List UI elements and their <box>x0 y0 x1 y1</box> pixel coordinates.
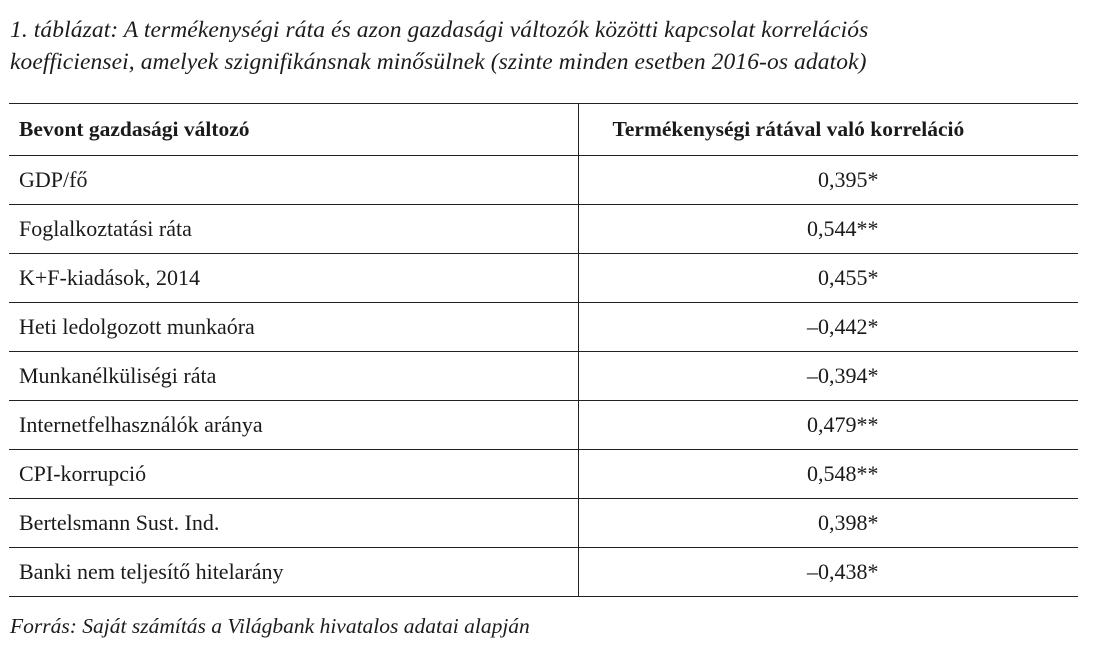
correlation-value: –0,438* <box>807 559 879 584</box>
table-row <box>9 499 1078 548</box>
correlation-value: 0,455* <box>818 265 879 290</box>
correlation-cell <box>578 548 1078 597</box>
variable-cell: K+F-kiadások, 2014 <box>9 254 578 303</box>
correlation-value: –0,442* <box>807 314 879 339</box>
caption-line-2: koefficiensei, amelyek szignifikánsnak minősülnek (szinte minden esetben 2016-os adatok) <box>10 49 867 75</box>
correlation-value: –0,394* <box>807 363 879 388</box>
variable-cell: CPI-korrupció <box>9 450 578 499</box>
variable-cell: Bertelsmann Sust. Ind. <box>9 499 578 548</box>
table-row <box>9 303 1078 352</box>
correlation-cell <box>578 401 1078 450</box>
variable-cell: Munkanélküliségi ráta <box>9 352 578 401</box>
table-row <box>9 205 1078 254</box>
table-row <box>9 450 1078 499</box>
correlation-value: 0,479** <box>807 412 879 437</box>
variable-cell: Heti ledolgozott munkaóra <box>9 303 578 352</box>
table-row <box>9 548 1078 597</box>
variable-cell: Internetfelhasználók aránya <box>9 401 578 450</box>
correlation-cell <box>578 205 1078 254</box>
correlation-cell <box>578 303 1078 352</box>
variable-cell: Foglalkoztatási ráta <box>9 205 578 254</box>
table-row <box>9 254 1078 303</box>
column-header-correlation: Termékenységi rátával való korreláció <box>578 104 1078 156</box>
correlation-value: 0,544** <box>807 216 879 241</box>
correlation-table <box>9 103 1078 597</box>
table-row <box>9 401 1078 450</box>
correlation-value: 0,398* <box>818 510 879 535</box>
table-row <box>9 352 1078 401</box>
correlation-cell <box>578 450 1078 499</box>
correlation-value: 0,395* <box>818 167 879 192</box>
correlation-cell <box>578 254 1078 303</box>
table-header-row <box>9 104 1078 156</box>
correlation-cell <box>578 156 1078 205</box>
caption-line-1: 1. táblázat: A termékenységi ráta és azon gazdasági változók közötti kapcsolat korrelációs <box>10 17 869 43</box>
correlation-cell <box>578 352 1078 401</box>
table-caption <box>10 14 1090 78</box>
source-note: Forrás: Saját számítás a Világbank hivatalos adatai alapján <box>10 614 530 638</box>
table-row <box>9 156 1078 205</box>
correlation-cell <box>578 499 1078 548</box>
correlation-value: 0,548** <box>807 461 879 486</box>
column-header-variable: Bevont gazdasági változó <box>9 104 578 156</box>
variable-cell: Banki nem teljesítő hitelarány <box>9 548 578 597</box>
variable-cell: GDP/fő <box>9 156 578 205</box>
